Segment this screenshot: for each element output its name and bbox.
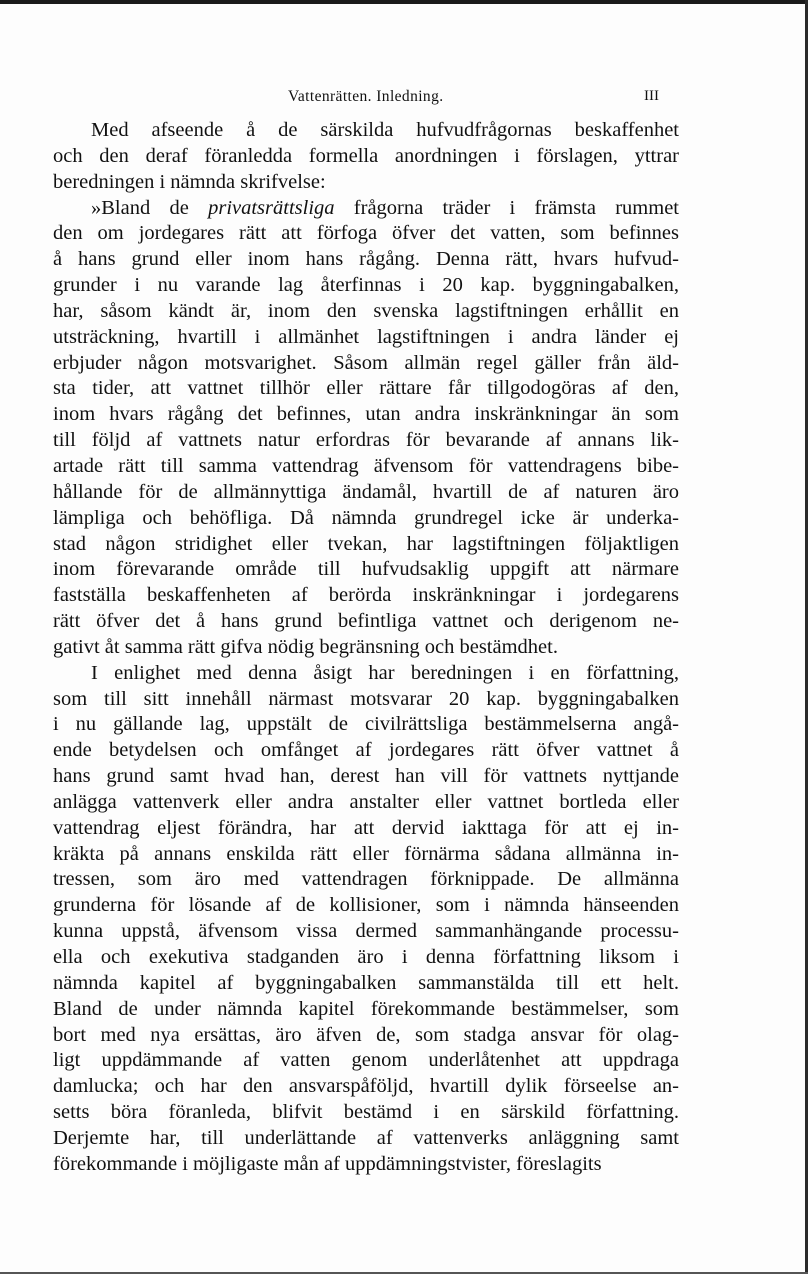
text-line: förekommande i möjligaste mån af uppdämningstvister, föreslagits [53, 1152, 602, 1175]
text-line: hans grund samt hvad han, derest han vill för vattnets nyttjande [53, 765, 679, 788]
text-line: hållande för de allmännyttiga ändamål, hvartill de af naturen äro [53, 480, 679, 503]
text-line: den om jordegares rätt att förfoga öfver det vatten, som befinnes [53, 222, 679, 245]
text-line: artade rätt till samma vattendrag äfvensom för vattendragens bibe- [53, 454, 679, 477]
paragraph [53, 196, 679, 661]
text-line: Med afseende å de särskilda hufvudfrågornas beskaffenhet [91, 119, 679, 141]
text-line: nämnda kapitel af byggningabalken sammanstälda till ett helt. [53, 971, 679, 994]
text-line: damlucka; och har den ansvarspåföljd, hvartill dylik förseelse an- [53, 1075, 679, 1098]
text-line: Derjemte har, till underlättande af vattenverks anläggning samt [53, 1126, 679, 1149]
text-line: ende betydelsen och omfånget af jordegares rätt öfver vattnet å [53, 739, 679, 762]
text-line: rätt öfver det å hans grund befintliga vattnet och derigenom ne- [53, 610, 679, 633]
text-line: kräkta på annans enskilda rätt eller förnärma sådana allmänna in- [53, 842, 679, 865]
text-line: Bland de under nämnda kapitel förekommande bestämmelser, som [53, 997, 679, 1020]
text-line: bort med nya ersättas, äro äfven de, som stadga ansvar för olag- [53, 1023, 679, 1046]
text-line: fastställa beskaffenheten af berörda inskränkningar i jordegarens [53, 584, 679, 607]
text-line: »Bland de privatsrättsliga frågorna träder i främsta rummet [91, 196, 679, 219]
text-line: beredningen i nämnda skrifvelse: [53, 170, 326, 193]
text-line: vattendrag eljest förändra, har att dervid iakttaga för att ej in- [53, 816, 679, 839]
page-number: III [644, 88, 659, 104]
running-head: Vattenrätten. Inledning. [288, 88, 444, 105]
text-line: anlägga vattenverk eller andra anstalter eller vattnet bortleda eller [53, 790, 679, 813]
text-line: kunna uppstå, äfvensom vissa dermed sammanhängande processu- [53, 920, 679, 943]
text-line: som till sitt innehåll närmast motsvarar 20 kap. byggningabalken [53, 687, 679, 710]
text-line: sta tider, att vattnet tillhör eller rättare får tillgodogöras af den, [53, 377, 679, 400]
paragraph [53, 661, 679, 1178]
text-line: grunder i nu varande lag återfinnas i 20 kap. byggningabalken, [53, 274, 679, 297]
text-line: inom hvars rågång det befinnes, utan andra inskränkningar än som [53, 403, 679, 426]
text-line: tressen, som äro med vattendragen förknippade. De allmänna [53, 868, 679, 891]
text-line: å hans grund eller inom hans rågång. Denna rätt, hvars hufvud- [53, 248, 679, 271]
text-line: ella och exekutiva stadganden äro i denna författning liksom i [53, 946, 679, 968]
text-line: ligt uppdämmande af vatten genom underlåtenhet att uppdraga [53, 1049, 679, 1072]
text-line: grunderna för lösande af de kollisioner, som i nämnda hänseenden [53, 894, 679, 917]
text-line: och den deraf föranledda formella anordningen i förslagen, yttrar [53, 144, 679, 167]
emphasized-term: privatsrättsliga [208, 196, 335, 219]
text-line: lämpliga och behöfliga. Då nämnda grundregel icke är underka- [53, 506, 679, 529]
text-line: I enlighet med denna åsigt har beredningen i en författning, [91, 661, 679, 684]
text-line: till följd af vattnets natur erfordras för bevarande af annans lik- [53, 429, 679, 452]
text-line: inom förevarande område till hufvudsaklig uppgift att närmare [53, 558, 679, 581]
text-line: erbjuder någon motsvarighet. Såsom allmän regel gäller från äld- [53, 351, 679, 374]
text-line: setts böra föranleda, blifvit bestämd i en särskild författning. [53, 1101, 679, 1124]
text-line: gativt åt samma rätt gifva nödig begränsning och bestämdhet. [53, 635, 558, 658]
text-line: utsträckning, hvartill i allmänhet lagstiftningen i andra länder ej [53, 325, 679, 348]
body-text [53, 118, 679, 1178]
scan-top-edge [0, 0, 808, 4]
paragraph [53, 118, 679, 196]
text-line: i nu gällande lag, uppstält de civilrättsliga bestämmelserna angå- [53, 713, 679, 736]
text-line: stad någon stridighet eller tvekan, har lagstiftningen följaktligen [53, 532, 679, 555]
text-line: har, såsom kändt är, inom den svenska lagstiftningen erhållit en [53, 299, 679, 322]
